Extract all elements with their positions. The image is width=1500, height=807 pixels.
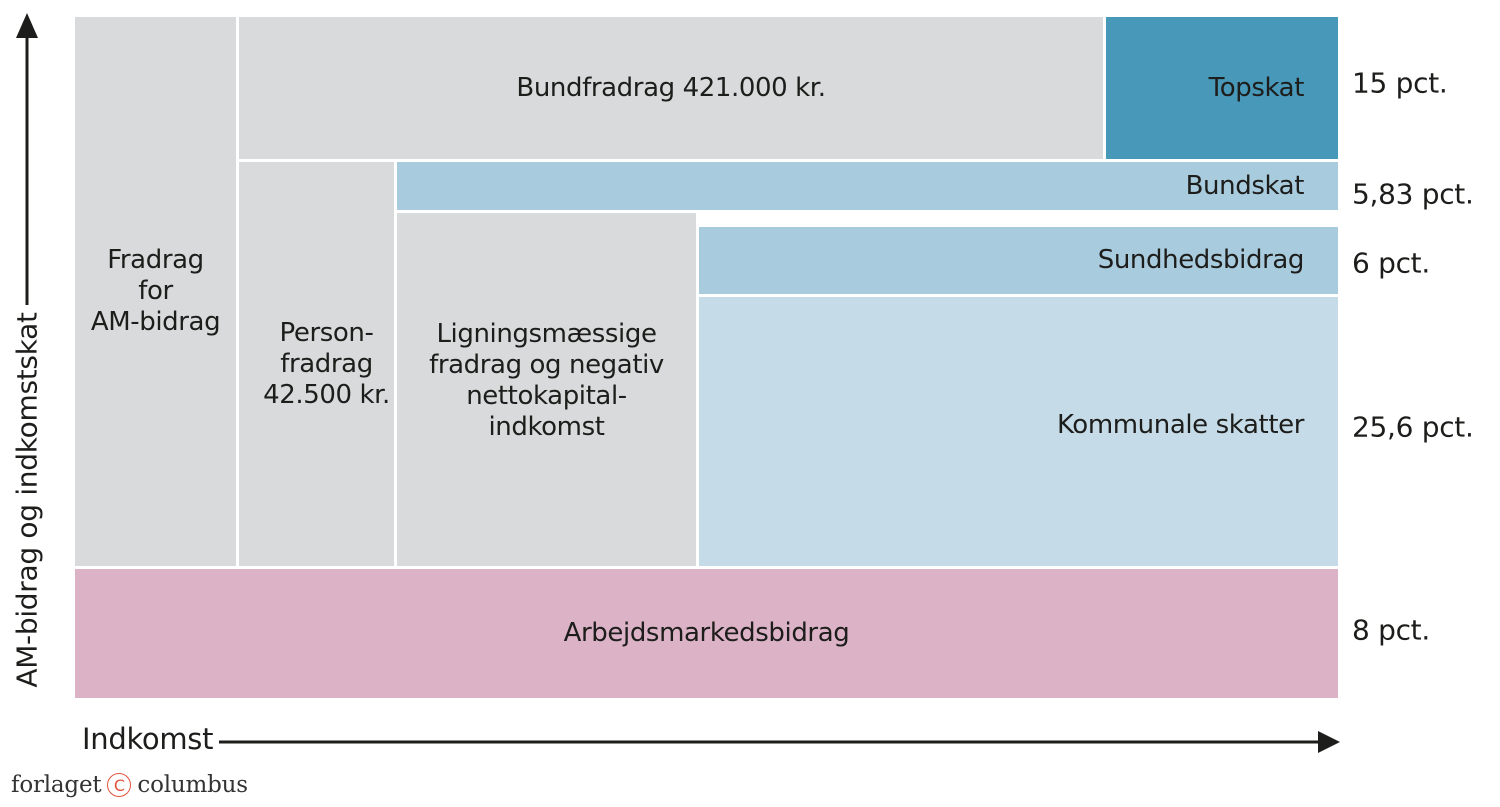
personfradrag-line-2: fradrag: [280, 348, 373, 379]
sundhedsbidrag-block: [699, 227, 1338, 294]
rate-arbejdsmarkedsbidrag: 8 pct.: [1352, 613, 1430, 647]
bundfradrag-label: Bundfradrag 421.000 kr.: [516, 72, 826, 103]
fradrag-am-line-1: Fradrag: [107, 245, 204, 275]
bundskat-label: Bundskat: [1185, 170, 1304, 201]
bundskat-block: [397, 162, 1338, 210]
fradrag-am-bidrag-block: [75, 17, 236, 566]
ligning-line-2: fradrag og negativ: [429, 350, 664, 380]
rate-bundskat: 5,83 pct.: [1352, 177, 1474, 211]
ligning-line-4: indkomst: [488, 412, 605, 442]
rate-topskat: 15 pct.: [1352, 66, 1448, 100]
y-axis-label: AM-bidrag og indkomstskat: [10, 312, 44, 688]
y-axis-arrowhead: [16, 13, 38, 38]
fradrag-am-line-3: AM-bidrag: [90, 307, 221, 337]
topskat-block: [1106, 17, 1338, 159]
personfradrag-line-1: Person-: [279, 317, 374, 348]
copyright-icon: C: [107, 773, 131, 797]
topskat-label: Topskat: [1208, 72, 1304, 103]
brand-left: forlaget: [11, 772, 102, 798]
personfradrag-line-3: 42.500 kr.: [263, 379, 390, 410]
x-axis-label: Indkomst: [82, 722, 214, 756]
arbejdsmarkedsbidrag-block: [75, 569, 1338, 698]
kommunale-skatter-block: [699, 297, 1338, 566]
rate-sundhedsbidrag: 6 pct.: [1352, 246, 1430, 280]
arbejdsmarkedsbidrag-label: Arbejdsmarkedsbidrag: [563, 618, 850, 648]
x-axis-arrowhead: [1318, 731, 1340, 753]
personfradrag-block: [239, 162, 394, 566]
kommunale-skatter-label: Kommunale skatter: [1056, 410, 1304, 440]
bundfradrag-block: [239, 17, 1103, 159]
ligningsmaessige-fradrag-block: [397, 213, 696, 566]
publisher-logo: [11, 772, 248, 798]
rate-kommunale: 25,6 pct.: [1352, 410, 1474, 444]
ligning-line-1: Ligningsmæssige: [436, 319, 657, 349]
sundhedsbidrag-label: Sundhedsbidrag: [1097, 245, 1304, 275]
ligning-line-3: nettokapital-: [466, 381, 627, 411]
brand-right: columbus: [137, 772, 248, 798]
fradrag-am-line-2: for: [138, 276, 173, 306]
